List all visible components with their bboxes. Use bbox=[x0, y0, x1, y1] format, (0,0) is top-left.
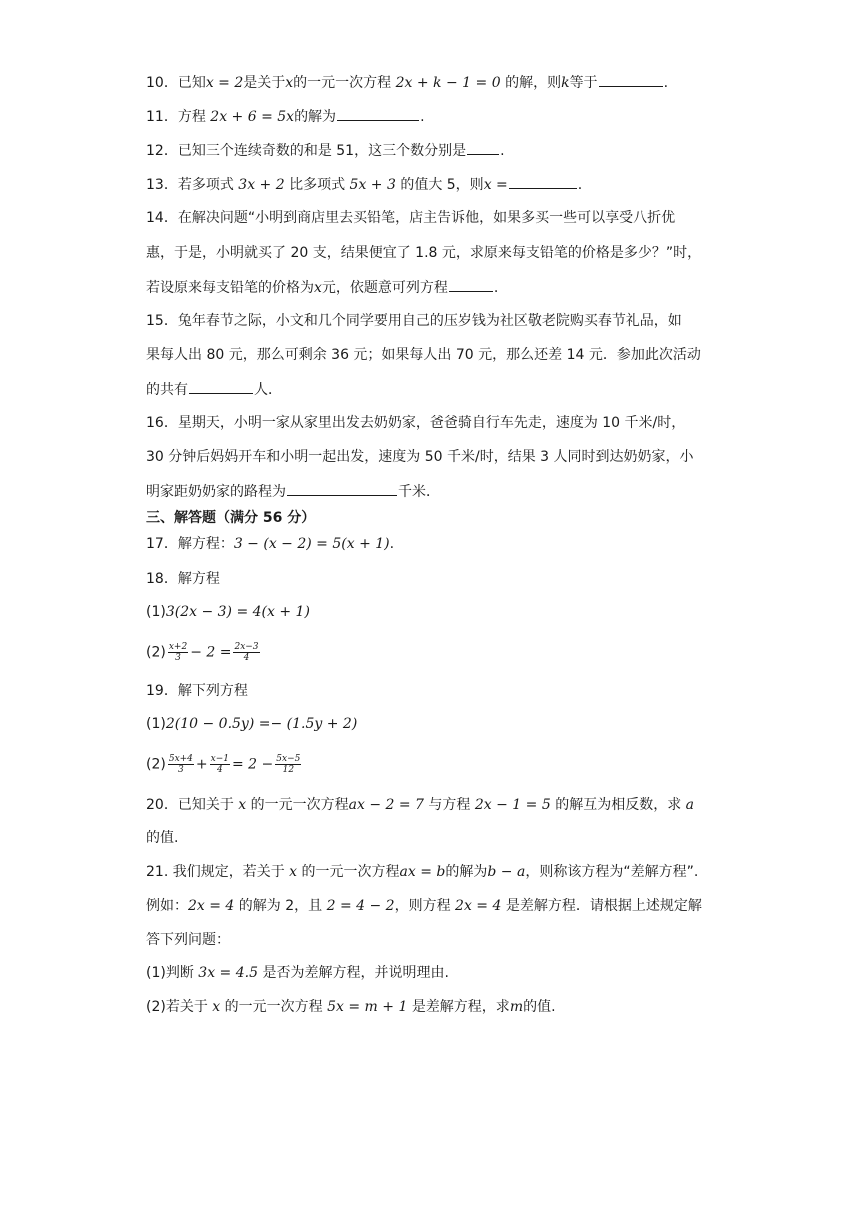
q21-l2-post: 是差解方程．请根据上述规定解 bbox=[505, 898, 702, 914]
question-15-line-3 bbox=[146, 379, 282, 400]
q21-p2-math-1: x bbox=[212, 999, 221, 1015]
q21-text-mid1: 的一元一次方程 bbox=[301, 864, 400, 880]
question-19-part-2 bbox=[146, 754, 303, 775]
q20-text-mid1: 的一元一次方程 bbox=[250, 797, 349, 813]
q19-p2-mid: = 2 − bbox=[232, 756, 274, 773]
question-16-line-3 bbox=[146, 481, 440, 502]
question-19-part-1 bbox=[146, 714, 357, 734]
q13-math-2: 5x + 3 bbox=[349, 177, 396, 193]
question-18-title: 18．解方程 bbox=[146, 571, 220, 587]
q10-math-1: x = 2 bbox=[205, 75, 244, 91]
fraction bbox=[168, 754, 194, 775]
fraction-denominator: 4 bbox=[243, 653, 250, 663]
fraction-denominator: 3 bbox=[178, 765, 184, 775]
fraction-numerator: x−1 bbox=[210, 754, 229, 764]
question-21-line-1 bbox=[146, 862, 698, 882]
q21-p1-post: 是否为差解方程，并说明理由. bbox=[262, 965, 449, 981]
fraction bbox=[210, 754, 230, 775]
q19-p1-label: (1) bbox=[146, 716, 166, 732]
q17-text-pre: 17．解方程： bbox=[146, 536, 234, 552]
q10-text-post: 等于 bbox=[569, 75, 598, 91]
q11-text-pre: 11．方程 bbox=[146, 109, 206, 125]
question-21-line-3: 答下列问题： bbox=[146, 932, 230, 948]
q10-text-mid1: 是关于 bbox=[243, 75, 286, 91]
q10-math-4: k bbox=[561, 75, 570, 91]
question-19-title: 19．解下列方程 bbox=[146, 683, 248, 699]
q21-l2-mid1: 的解为 2，且 bbox=[238, 898, 323, 914]
q10-text-pre: 10．已知 bbox=[146, 75, 206, 91]
question-14-line-1: 14．在解决问题“小明到商店里去买铅笔，店主告诉他，如果多买一些可以享受八折优 bbox=[146, 210, 676, 226]
q14-math: x bbox=[314, 280, 322, 296]
answer-blank[interactable] bbox=[467, 140, 499, 155]
q21-p2-post: 的值. bbox=[523, 999, 556, 1015]
question-18-part-1 bbox=[146, 602, 310, 622]
q14-text-post: 元，依题意可列方程 bbox=[321, 280, 448, 296]
question-16-line-1: 16．星期天，小明一家从家里出发去奶奶家，爸爸骑自行车先走，速度为 10 千米/时， bbox=[146, 415, 686, 431]
q10-text-mid3: 的解，则 bbox=[505, 75, 562, 91]
answer-blank[interactable] bbox=[189, 379, 253, 394]
fraction bbox=[233, 642, 259, 663]
q21-math-2: ax = b bbox=[399, 864, 446, 880]
fraction-numerator: 5x+4 bbox=[168, 754, 193, 764]
q18-p1-label: (1) bbox=[146, 604, 166, 620]
q16-text-pre: 明家距奶奶家的路程为 bbox=[146, 484, 286, 500]
q21-p2-pre: (2)若关于 bbox=[146, 999, 208, 1015]
q10-math-2: x bbox=[285, 75, 294, 91]
fraction-denominator: 4 bbox=[216, 765, 223, 775]
question-20-line-1 bbox=[146, 795, 694, 815]
q11-math-1: 2x + 6 = 5x bbox=[210, 109, 295, 125]
q21-l2-mid2: ，则方程 bbox=[394, 898, 451, 914]
q20-math-4: a bbox=[685, 797, 695, 813]
q13-end: . bbox=[577, 177, 583, 193]
answer-blank[interactable] bbox=[449, 277, 493, 292]
q21-l2-math-2: 2 = 4 − 2 bbox=[326, 898, 395, 914]
q13-math-3: x = bbox=[483, 177, 508, 193]
question-15-line-1: 15．兔年春节之际，小文和几个同学要用自己的压岁钱为社区敬老院购买春节礼品，如 bbox=[146, 313, 682, 329]
q15-text-post: 人． bbox=[254, 382, 282, 398]
q21-l2-math-3: 2x = 4 bbox=[455, 898, 502, 914]
question-21-part-2 bbox=[146, 997, 556, 1017]
q21-p2-mid2: 是差解方程，求 bbox=[411, 999, 510, 1015]
question-18-part-2 bbox=[146, 642, 262, 663]
q18-p1-math: 3(2x − 3) = 4(x + 1) bbox=[165, 604, 310, 620]
q20-text-mid2: 与方程 bbox=[428, 797, 471, 813]
q10-text-mid2: 的一元一次方程 bbox=[293, 75, 392, 91]
question-20-line-2: 的值. bbox=[146, 830, 179, 846]
q14-text-pre: 若设原来每支铅笔的价格为 bbox=[146, 280, 314, 296]
fraction bbox=[275, 754, 301, 775]
q21-p2-math-3: m bbox=[509, 999, 524, 1015]
fraction-numerator: 2x−3 bbox=[234, 642, 259, 652]
q21-text-pre: 21. 我们规定，若关于 bbox=[146, 864, 285, 880]
question-14-line-2: 惠，于是，小明就买了 20 支，结果便宜了 1.8 元，求原来每支铅笔的价格是多少？”时， bbox=[146, 245, 702, 261]
question-14-line-3 bbox=[146, 277, 498, 298]
q15-text-pre: 的共有 bbox=[146, 382, 188, 398]
q20-math-1: x bbox=[238, 797, 247, 813]
q19-p1-math: 2(10 − 0.5y) =− (1.5y + 2) bbox=[165, 716, 358, 732]
fraction-numerator: x+2 bbox=[168, 642, 188, 652]
q13-text-mid1: 比多项式 bbox=[289, 177, 346, 193]
fraction-denominator: 3 bbox=[175, 653, 181, 663]
fraction bbox=[168, 642, 188, 663]
section-heading: 三、解答题（满分 56 分） bbox=[146, 510, 316, 526]
question-12 bbox=[146, 140, 505, 161]
question-13 bbox=[146, 174, 582, 195]
q20-math-2: ax − 2 = 7 bbox=[348, 797, 424, 813]
q10-end: . bbox=[663, 75, 669, 91]
fraction-denominator: 12 bbox=[282, 765, 295, 775]
q21-l2-pre: 例如： bbox=[146, 898, 188, 914]
q19-p2-label: (2) bbox=[146, 756, 166, 773]
question-21-part-1 bbox=[146, 963, 449, 983]
q18-p2-label: (2) bbox=[146, 644, 166, 661]
q21-text-mid2: 的解为 bbox=[445, 864, 488, 880]
answer-blank[interactable] bbox=[599, 72, 663, 87]
q21-l2-math-1: 2x = 4 bbox=[188, 898, 235, 914]
answer-blank[interactable] bbox=[509, 174, 577, 189]
q21-p1-math: 3x = 4.5 bbox=[198, 965, 258, 981]
q14-end: . bbox=[493, 280, 499, 296]
q21-p1-pre: (1)判断 bbox=[146, 965, 194, 981]
question-21-line-2 bbox=[146, 896, 702, 916]
question-11 bbox=[146, 106, 425, 127]
answer-blank[interactable] bbox=[287, 481, 397, 496]
q21-math-3: b − a bbox=[487, 864, 526, 880]
q11-end: . bbox=[420, 109, 425, 125]
q18-p2-mid: − 2 = bbox=[190, 644, 232, 661]
fraction-numerator: 5x−5 bbox=[276, 754, 301, 764]
q12-end: . bbox=[500, 143, 505, 159]
q10-math-3: 2x + k − 1 = 0 bbox=[395, 75, 501, 91]
q20-text-mid3: 的解互为相反数，求 bbox=[555, 797, 682, 813]
q12-text: 12．已知三个连续奇数的和是 51，这三个数分别是 bbox=[146, 143, 467, 159]
q17-end: . bbox=[389, 536, 395, 552]
q13-text-pre: 13．若多项式 bbox=[146, 177, 234, 193]
q21-text-post: ，则称该方程为“差解方程”. bbox=[525, 864, 699, 880]
q20-math-3: 2x − 1 = 5 bbox=[474, 797, 551, 813]
q13-math-1: 3x + 2 bbox=[238, 177, 285, 193]
q17-math: 3 − (x − 2) = 5(x + 1) bbox=[233, 536, 390, 552]
q20-text-pre: 20．已知关于 bbox=[146, 797, 234, 813]
q21-math-1: x bbox=[289, 864, 298, 880]
q13-text-mid2: 的值大 5，则 bbox=[400, 177, 484, 193]
question-10 bbox=[146, 72, 668, 93]
q21-p2-math-2: 5x = m + 1 bbox=[327, 999, 408, 1015]
answer-blank[interactable] bbox=[337, 106, 419, 121]
q19-p2-plus: + bbox=[195, 756, 208, 773]
question-15-line-2: 果每人出 80 元，那么可剩余 36 元；如果每人出 70 元，那么还差 14 元．参加此次活动 bbox=[146, 347, 701, 363]
q16-text-post: 千米． bbox=[398, 484, 440, 500]
q11-text-post: 的解为 bbox=[294, 109, 337, 125]
question-17 bbox=[146, 534, 394, 554]
question-16-line-2: 30 分钟后妈妈开车和小明一起出发，速度为 50 千米/时，结果 3 人同时到达奶奶家，小 bbox=[146, 449, 694, 465]
q21-p2-mid1: 的一元一次方程 bbox=[224, 999, 323, 1015]
